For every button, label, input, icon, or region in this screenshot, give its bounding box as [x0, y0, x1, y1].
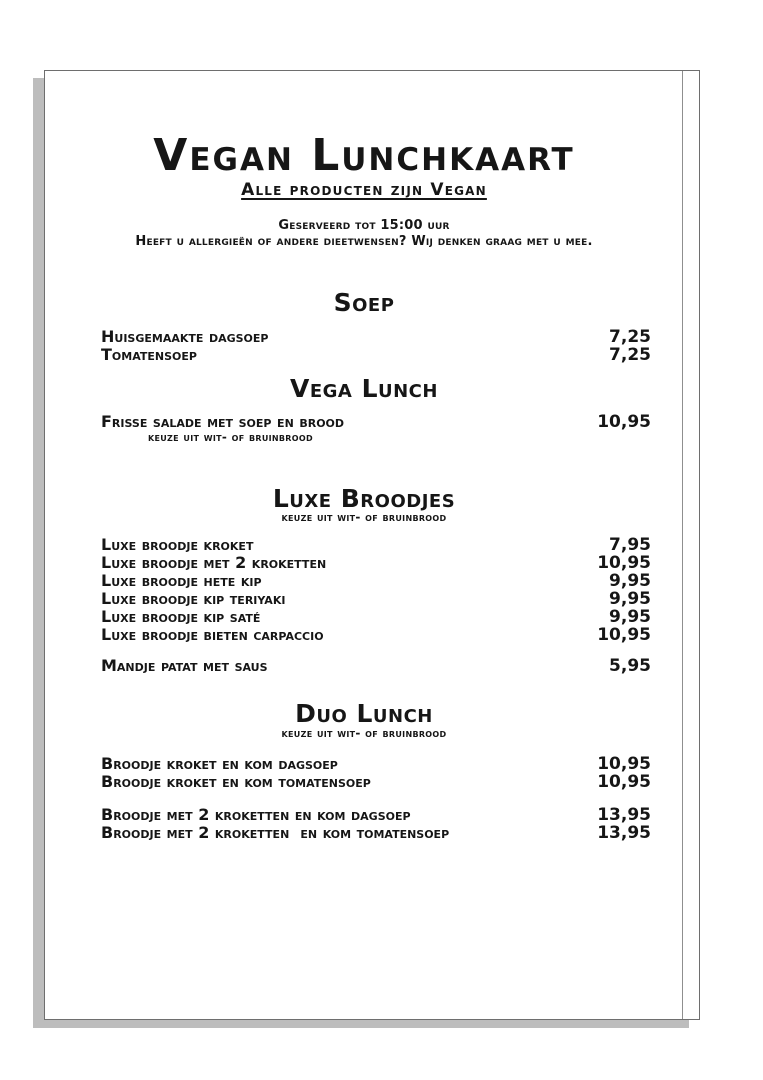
- item-price: 5,95: [609, 656, 651, 676]
- item-name: Luxe broodje kip teriyaki: [101, 589, 286, 608]
- item-name: Luxe broodje kip saté: [101, 607, 261, 626]
- section-heading-luxe-broodjes: Luxe Broodjes: [272, 484, 456, 513]
- section-subheading-bread-choice: keuze uit wit- of bruinbrood: [281, 510, 447, 524]
- item-price: 10,95: [597, 625, 651, 645]
- menu-item: [101, 328, 651, 346]
- menu-item: [101, 413, 651, 431]
- note-allergies: Heeft u allergieën of andere dieetwensen? Wij denken graag met u mee.: [135, 233, 593, 249]
- item-price: 9,95: [609, 571, 651, 591]
- item-name: Broodje met 2 kroketten en kom dagsoep: [101, 805, 411, 824]
- menu-item: [101, 536, 651, 554]
- item-name: Luxe broodje bieten carpaccio: [101, 625, 324, 644]
- item-name: Luxe broodje kroket: [101, 535, 254, 554]
- item-list-luxe-broodjes: [101, 536, 651, 644]
- item-price: 10,95: [597, 754, 651, 774]
- item-list-side-order: [101, 657, 651, 675]
- page-right-edge-line: [682, 71, 683, 1019]
- item-list-duo-lunch-group1: [101, 755, 651, 791]
- menu-item: [101, 346, 651, 364]
- item-price: 7,25: [609, 345, 651, 365]
- item-name: Mandje patat met saus: [101, 656, 268, 675]
- item-name: Frisse salade met soep en brood: [101, 412, 345, 431]
- item-name: Broodje kroket en kom dagsoep: [101, 754, 338, 773]
- item-note-bread-choice: keuze uit wit- of bruinbrood: [148, 430, 313, 444]
- section-subheading-bread-choice: keuze uit wit- of bruinbrood: [281, 726, 447, 740]
- menu-page: [44, 70, 700, 1020]
- section-heading-soep: Soep: [333, 288, 395, 317]
- menu-item: [101, 590, 651, 608]
- menu-item: [101, 657, 651, 675]
- menu-item: [101, 773, 651, 791]
- item-price: 7,95: [609, 535, 651, 555]
- item-price: 9,95: [609, 589, 651, 609]
- menu-subtitle: Alle producten zijn Vegan: [241, 180, 487, 200]
- item-price: 10,95: [597, 553, 651, 573]
- section-heading-vega-lunch: Vega Lunch: [290, 374, 438, 403]
- item-name: Broodje kroket en kom tomatensoep: [101, 772, 371, 791]
- menu-item: [101, 554, 651, 572]
- item-list-duo-lunch-group2: [101, 806, 651, 842]
- menu-item: [101, 626, 651, 644]
- menu-item: [101, 572, 651, 590]
- item-list-vega-lunch: [101, 413, 651, 444]
- menu-item: [101, 824, 651, 842]
- item-price: 13,95: [597, 805, 651, 825]
- note-served-until: Geserveerd tot 15:00 uur: [278, 218, 450, 233]
- item-name: Luxe broodje hete kip: [101, 571, 262, 590]
- item-price: 10,95: [597, 412, 651, 432]
- item-name: Broodje met 2 kroketten en kom tomatensoep: [101, 823, 450, 842]
- menu-item: [101, 755, 651, 773]
- item-name: Huisgemaakte dagsoep: [101, 327, 269, 346]
- item-price: 7,25: [609, 327, 651, 347]
- item-price: 10,95: [597, 772, 651, 792]
- item-name: Luxe broodje met 2 kroketten: [101, 553, 327, 572]
- menu-item: [101, 608, 651, 626]
- item-name: Tomatensoep: [101, 345, 197, 364]
- section-heading-duo-lunch: Duo Lunch: [295, 699, 433, 728]
- item-list-soep: [101, 328, 651, 364]
- item-price: 9,95: [609, 607, 651, 627]
- item-price: 13,95: [597, 823, 651, 843]
- page-title: Vegan Lunchkaart: [153, 130, 575, 181]
- menu-item: [101, 806, 651, 824]
- menu-notes: [45, 218, 683, 249]
